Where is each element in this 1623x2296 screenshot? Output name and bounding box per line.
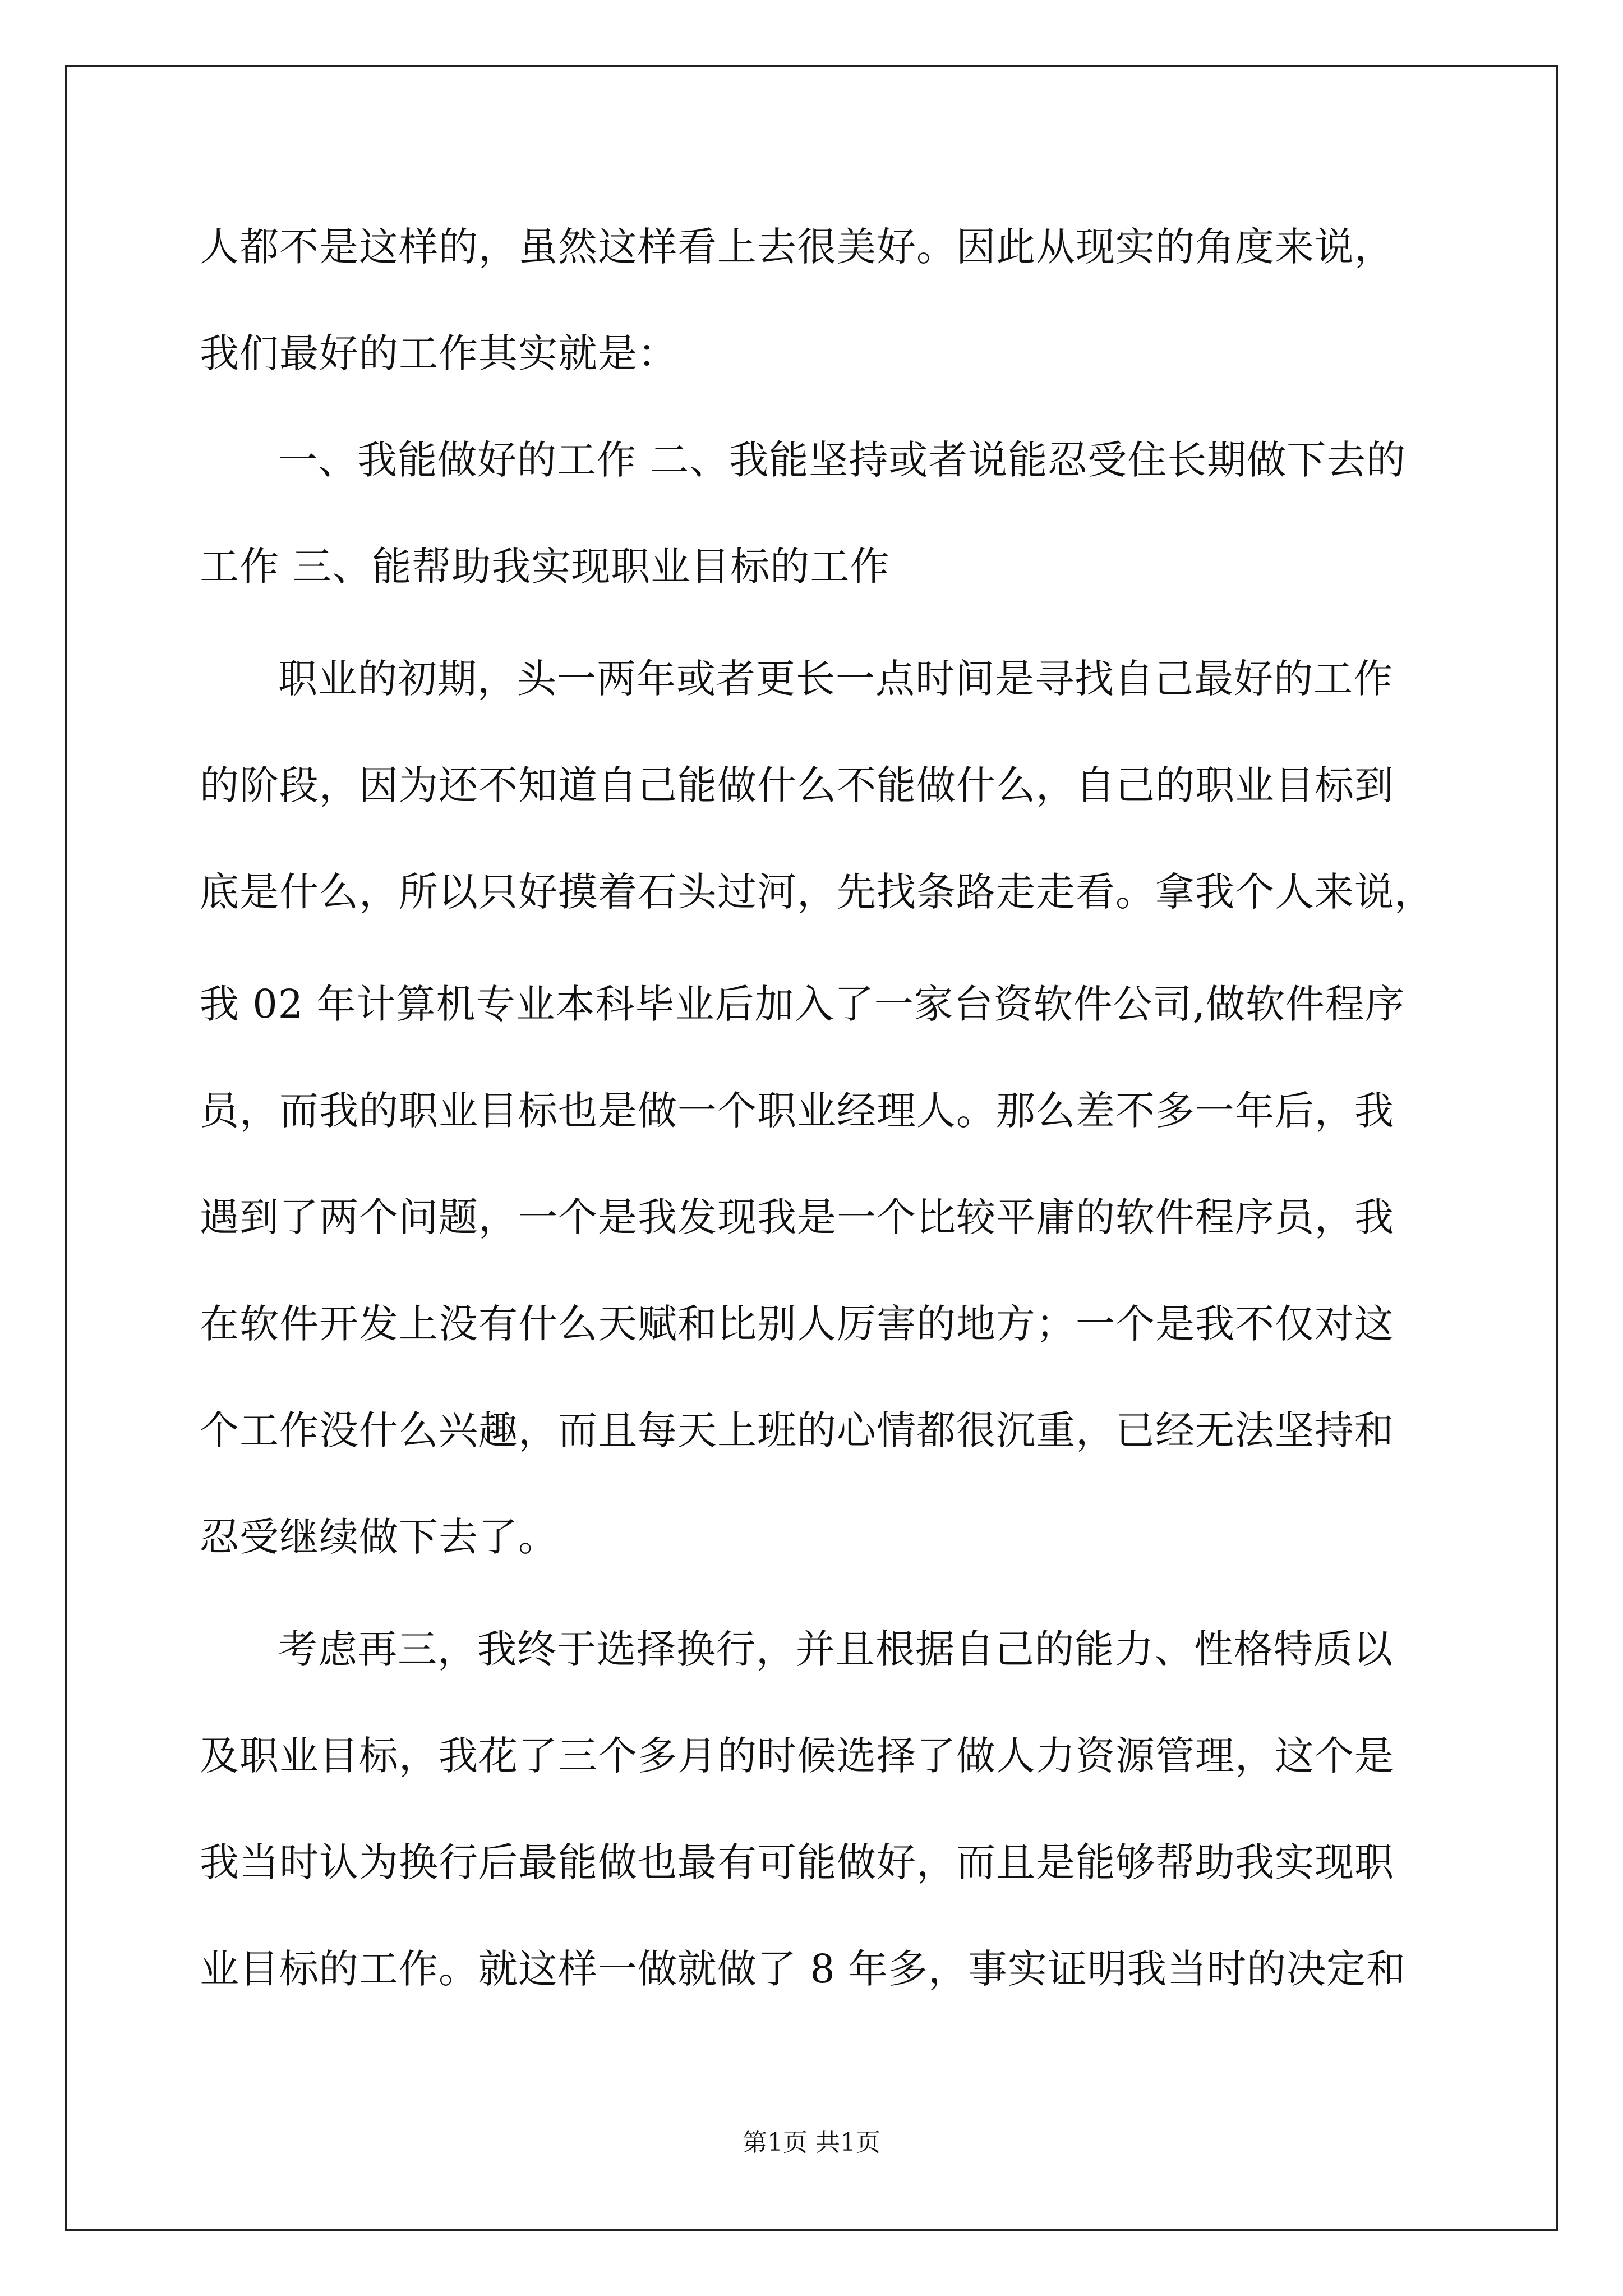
text-line: 遇到了两个问题，一个是我发现我是一个比较平庸的软件程序员，我	[200, 1194, 1394, 1240]
text-line: 一、我能做好的工作 二、我能坚持或者说能忍受住长期做下去的	[278, 437, 1407, 483]
text-line: 底是什么，所以只好摸着石头过河，先找条路走走看。拿我个人来说，	[200, 869, 1434, 915]
text-line: 及职业目标，我花了三个多月的时候选择了做人力资源管理，这个是	[200, 1733, 1394, 1779]
text-line: 我 02 年计算机专业本科毕业后加入了一家台资软件公司,做软件程序	[200, 981, 1405, 1027]
text-line: 工作 三、能帮助我实现职业目标的工作	[200, 544, 890, 590]
page-border	[65, 65, 1558, 2231]
text-line: 业目标的工作。就这样一做就做了 8 年多，事实证明我当时的决定和	[200, 1946, 1407, 1992]
text-line: 我们最好的工作其实就是：	[200, 330, 677, 376]
text-line: 我当时认为换行后最能做也最有可能做好，而且是能够帮助我实现职	[200, 1839, 1394, 1885]
text-line: 的阶段，因为还不知道自己能做什么不能做什么，自己的职业目标到	[200, 762, 1394, 808]
text-line: 人都不是这样的，虽然这样看上去很美好。因此从现实的角度来说，	[200, 224, 1394, 270]
text-line: 考虑再三，我终于选择换行，并且根据自己的能力、性格特质以	[278, 1626, 1393, 1672]
text-line: 在软件开发上没有什么天赋和比别人厉害的地方；一个是我不仅对这	[200, 1301, 1394, 1347]
text-line: 员，而我的职业目标也是做一个职业经理人。那么差不多一年后，我	[200, 1088, 1394, 1134]
text-line: 职业的初期，头一两年或者更长一点时间是寻找自己最好的工作	[278, 656, 1393, 702]
text-line: 个工作没什么兴趣，而且每天上班的心情都很沉重，已经无法坚持和	[200, 1407, 1394, 1453]
page-number-footer: 第1页 共1页	[743, 2128, 880, 2157]
text-line: 忍受继续做下去了。	[200, 1514, 558, 1560]
